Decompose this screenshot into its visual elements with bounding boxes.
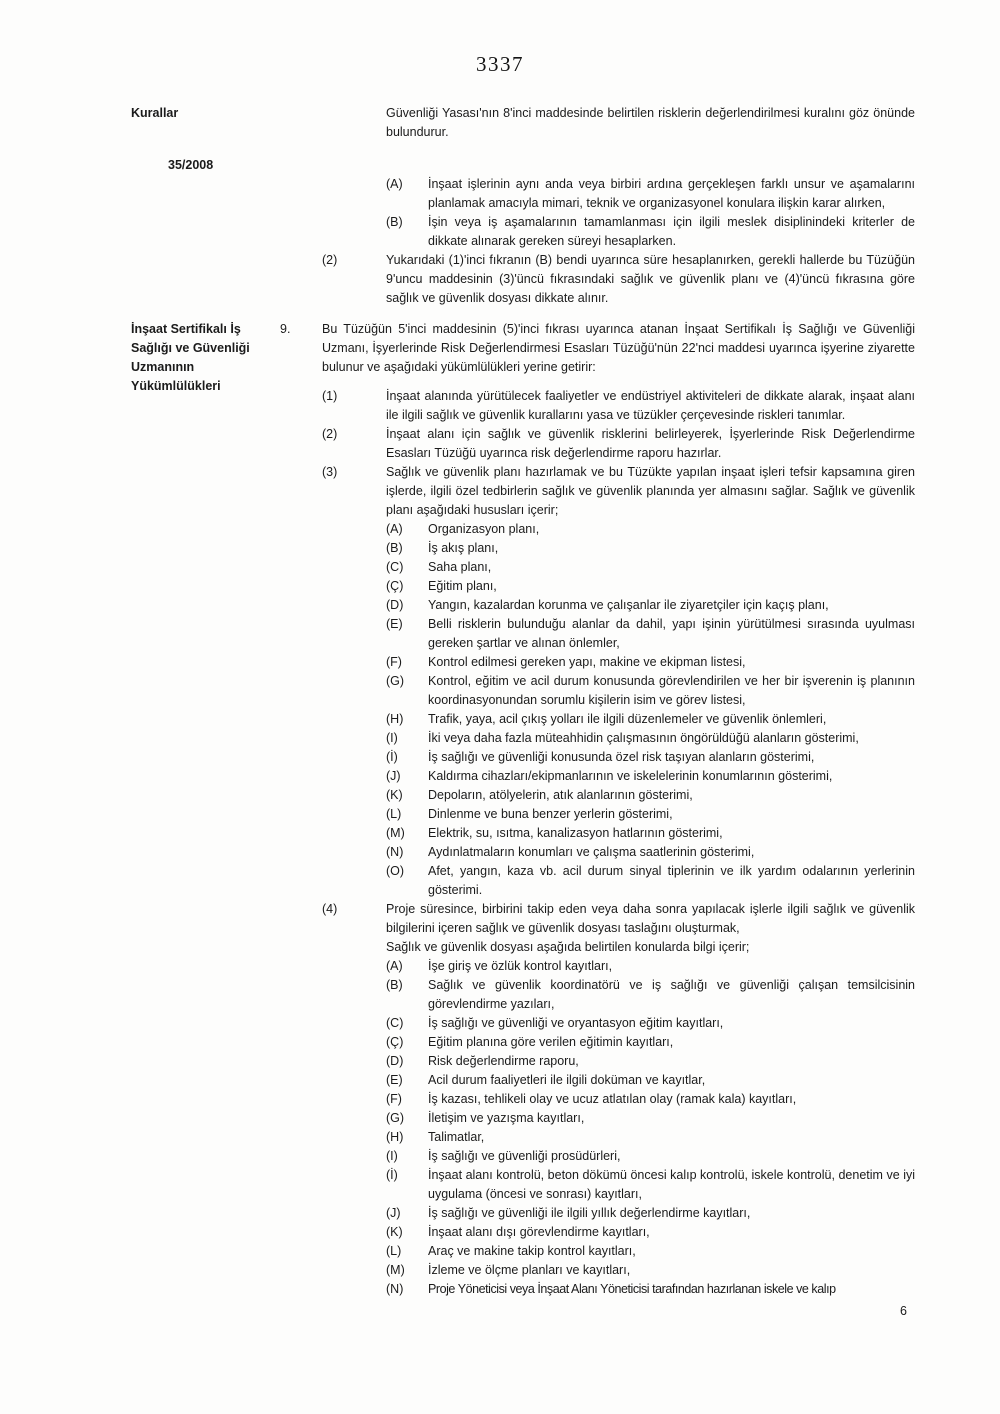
list-item-text: Risk değerlendirme raporu, [428,1054,579,1068]
list-item [131,805,915,824]
list-item-marker: (A) [386,959,403,973]
list-item-marker: (C) [386,560,404,574]
list-item [131,1128,915,1147]
list-item-marker: (K) [386,788,403,802]
list-item-marker: (İ) [386,750,398,764]
list-item [131,520,915,539]
list-item-text: Kontrol edilmesi gereken yapı, makine ve ekipman listesi, [428,655,746,669]
list-item-marker: (I) [386,731,398,745]
list-item-marker: (G) [386,674,405,688]
list-item-marker: (B) [386,215,403,229]
list-item-marker: (N) [386,1282,404,1296]
clause-row [131,387,915,425]
clause-text: Sağlık ve güvenlik planı hazırlamak ve bu Tüzükte yapılan inşaat işleri tefsir kapsamına giren işlerde, ilgili özel tedbirlerin sağlık ve güvenlik planında yer almasını sağlar. Sağlık ve güvenlik planı aşağıdaki hususları içerir; [386,465,915,517]
list-item [131,1242,915,1261]
list-item [131,1014,915,1033]
list-item-text: Araç ve makine takip kontrol kayıtları, [428,1244,636,1258]
clause-row [131,251,915,308]
list-item [131,213,915,251]
list-item-text: Belli risklerin bulunduğu alanlar da dahil, yapı işinin yürütülmesi sırasında uyulması gereken şartlar ve alınan önlemler, [428,617,915,650]
clause-marker: (1) [322,389,338,403]
list-item [131,748,915,767]
list-item [131,824,915,843]
list-item [131,786,915,805]
list-item-text: İş sağlığı ve güvenliği konusunda özel risk taşıyan alanların gösterimi, [428,750,815,764]
list-item [131,729,915,748]
list-item [131,577,915,596]
list-item [131,1204,915,1223]
list-item-text: Aydınlatmaların konumları ve çalışma saatlerinin gösterimi, [428,845,755,859]
list-item-marker: (H) [386,712,404,726]
list-item-text: Acil durum faaliyetleri ile ilgili doküman ve kayıtlar, [428,1073,706,1087]
list-item-marker: (C) [386,1016,404,1030]
clause-text: Yukarıdaki (1)'inci fıkranın (B) bendi uyarınca süre hesaplanırken, gerekli hallerde bu Tüzüğün 9'uncu maddesinin (3)'üncü fıkrasındaki sağlık ve güvenlik planı ve (4)'üncü fıkrasına göre sağlık ve güvenlik dosyası dikkate alınır. [386,253,915,305]
list-item-marker: (M) [386,826,405,840]
list-item-text: İşe giriş ve özlük kontrol kayıtları, [428,959,613,973]
list-item-text: İş kazası, tehlikeli olay ve ucuz atlatılan olay (ramak kala) kayıtları, [428,1092,797,1106]
list-item [131,1033,915,1052]
list-item-text: Talimatlar, [428,1130,485,1144]
margin-ref-number: 35/2008 [168,158,214,172]
list-item-marker: (D) [386,598,404,612]
clause-subtext: Sağlık ve güvenlik dosyası aşağıda belirtilen konularda bilgi içerir; [386,940,750,954]
list-item-text: Trafik, yaya, acil çıkış yolları ile ilgili düzenlemeler ve güvenlik önlemleri, [428,712,827,726]
rules-continuation-row [131,104,915,142]
list-item-marker: (J) [386,769,401,783]
list-item-marker: (A) [386,522,403,536]
list-item-marker: (F) [386,1092,402,1106]
list-item-marker: (G) [386,1111,405,1125]
list-item-marker: (L) [386,807,402,821]
list-item-marker: (Ç) [386,1035,404,1049]
list-item-text: Afet, yangın, kaza vb. acil durum sinyal tiplerinin ve ilk yardım odalarının yerlerinin gösterimi. [428,864,915,897]
list-item-text: İnşaat alanı kontrolü, beton dökümü öncesi kalıp kontrolü, iskele kontrolü, denetim ve iyi uygulama (öncesi ve sonrası) kayıtları, [428,1168,915,1201]
list-item-marker: (N) [386,845,404,859]
list-item-marker: (A) [386,177,403,191]
list-item-text: Proje Yöneticisi veya İnşaat Alanı Yöneticisi tarafından hazırlanan iskele ve kalıp [428,1282,836,1296]
list-item-text: İki veya daha fazla müteahhidin çalışmasının öngörüldüğü alanların gösterimi, [428,731,859,745]
clause-marker: (4) [322,902,338,916]
list-item [131,1109,915,1128]
margin-label-rules: Kurallar [131,106,179,120]
list-item [131,710,915,729]
page-number-top: 3337 [476,52,524,76]
page-number-bottom: 6 [900,1304,907,1318]
list-item-text: İzleme ve ölçme planları ve kayıtları, [428,1263,631,1277]
list-item-text: Depoların, atölyelerin, atık alanlarının gösterimi, [428,788,693,802]
article-intro-text: Bu Tüzüğün 5'inci maddesinin (5)'inci fıkrası uyarınca atanan İnşaat Sertifikalı İş Sağlığı ve Güvenliği Uzmanı, İşyerlerinde Risk Değerlendirmesi Esasları Tüzüğü'nün 22'nci maddesi uyarınca işyerine ziyarette bulunur ve aşağıdaki yükümlülükleri yerine getirir: [322,322,915,374]
list-item [131,558,915,577]
list-item [131,1261,915,1280]
clause-row [131,425,915,463]
list-item-text: Sağlık ve güvenlik koordinatörü ve iş sağlığı ve güvenliği çalışan temsilcisinin görevlendirme yazıları, [428,978,915,1011]
list-item-text: Dinlenme ve buna benzer yerlerin gösterimi, [428,807,673,821]
list-item-text: İşin veya iş aşamalarının tamamlanması için ilgili meslek disiplinindeki kriterler de dikkate alınarak gereken süreyi hesaplarken. [428,215,915,248]
list-item-text: İnşaat işlerinin aynı anda veya birbiri ardına gerçekleşen farklı unsur ve aşamalarını planlamak amacıyla mimari, teknik ve organizasyonel konulara ilişkin karar alırken, [428,177,915,210]
clause-text: Proje süresince, birbirini takip eden veya daha sonra yapılacak işlerle ilgili sağlık ve güvenlik bilgilerini içeren sağlık ve güvenlik dosyası taslağını oluşturmak, [386,902,915,935]
list-item [131,862,915,900]
list-item-marker: (E) [386,617,403,631]
list-item-marker: (İ) [386,1168,398,1182]
clause-marker: (3) [322,465,338,479]
list-item-text: İletişim ve yazışma kayıtları, [428,1111,585,1125]
list-item [131,1071,915,1090]
rules-continuation-text: Güvenliği Yasası'nın 8'inci maddesinde belirtilen risklerin değerlendirilmesi kuralını göz önünde bulundurur. [386,106,915,139]
list-item-text: İş sağlığı ve güvenliği prosüdürleri, [428,1149,621,1163]
list-item [131,1052,915,1071]
list-item-text: Saha planı, [428,560,492,574]
list-item-marker: (M) [386,1263,405,1277]
list-item [131,175,915,213]
list-item [131,1280,915,1299]
list-item [131,1223,915,1242]
clause-marker: (2) [322,427,338,441]
list-item-marker: (O) [386,864,405,878]
list-item [131,539,915,558]
clause-text: İnşaat alanı için sağlık ve güvenlik risklerini belirleyerek, İşyerlerinde Risk Değerlendirme Esasları Tüzüğü uyarınca risk değerlendirme raporu hazırlar. [386,427,915,460]
list-item-text: İnşaat alanı dışı görevlendirme kayıtları, [428,1225,650,1239]
clause-text-group [386,900,915,957]
rules-ref-row [131,156,915,175]
list-item-marker: (J) [386,1206,401,1220]
list-item [131,957,915,976]
list-item-text: Eğitim planı, [428,579,497,593]
list-item [131,1090,915,1109]
list-item-marker: (L) [386,1244,402,1258]
list-item [131,596,915,615]
list-item-text: Yangın, kazalardan korunma ve çalışanlar ile ziyaretçiler için kaçış planı, [428,598,829,612]
list-item-text: Elektrik, su, ısıtma, kanalizasyon hatlarının gösterimi, [428,826,723,840]
list-item [131,767,915,786]
clause-text: İnşaat alanında yürütülecek faaliyetler ve endüstriyel aktiviteleri de dikkate alarak, inşaat alanı ile ilgili sağlık ve güvenlik kurallarını yasa ve tüzükler çerçevesinde riskleri tanımlar. [386,389,915,422]
clause-row [131,463,915,520]
list-item-marker: (Ç) [386,579,404,593]
expert-intro-row [131,320,915,393]
list-item [131,672,915,710]
list-item-marker: (K) [386,1225,403,1239]
footer-row [131,1299,915,1321]
list-item-text: İş akış planı, [428,541,499,555]
list-item-marker: (F) [386,655,402,669]
list-item-text: Eğitim planına göre verilen eğitimin kayıtları, [428,1035,674,1049]
list-item [131,653,915,672]
list-item-text: Kaldırma cihazları/ekipmanlarının ve iskelelerinin konumlarının gösterimi, [428,769,833,783]
list-item [131,976,915,1014]
list-item-text: Organizasyon planı, [428,522,540,536]
list-item [131,843,915,862]
list-item-text: İş sağlığı ve güvenliği ve oryantasyon eğitim kayıtları, [428,1016,724,1030]
list-item-marker: (D) [386,1054,404,1068]
list-item [131,1166,915,1204]
list-item-marker: (B) [386,978,403,992]
list-item-text: Kontrol, eğitim ve acil durum konusunda görevlendirilen ve her bir işverenin iş planının koordinasyonundan sorumlu kişilerin isim ve görev listesi, [428,674,915,707]
list-item-marker: (H) [386,1130,404,1144]
list-item-text: İş sağlığı ve güvenliği ile ilgili yıllık değerlendirme kayıtları, [428,1206,751,1220]
list-item-marker: (E) [386,1073,403,1087]
article-number: 9. [280,322,291,336]
clause-marker: (2) [322,253,338,267]
list-item-marker: (I) [386,1149,398,1163]
page-content [131,104,915,1321]
list-item [131,615,915,653]
list-item [131,1147,915,1166]
list-item-marker: (B) [386,541,403,555]
margin-label-expert: İnşaat Sertifikalı İş Sağlığı ve Güvenliği Uzmanının Yükümlülükleri [131,322,250,393]
clause-row [131,900,915,957]
